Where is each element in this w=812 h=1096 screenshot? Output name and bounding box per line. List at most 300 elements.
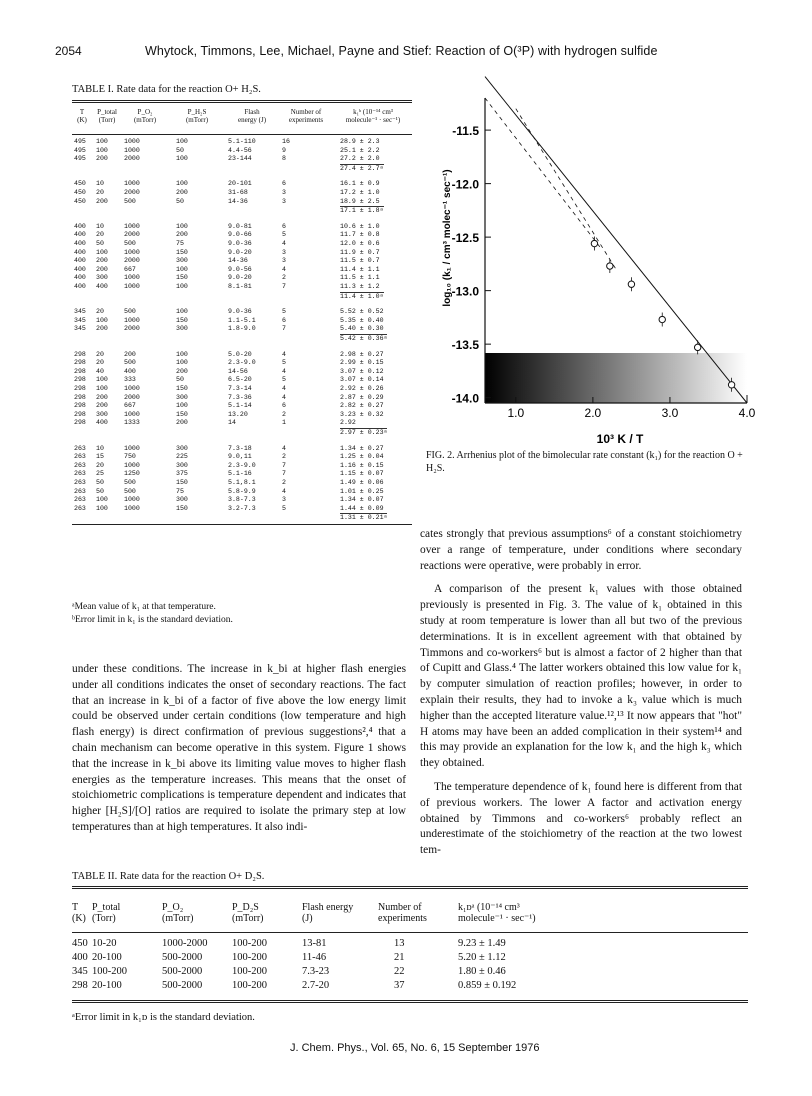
table1-cell: 5.40 ± 0.30 — [340, 325, 384, 333]
table1-cell: 3 — [282, 257, 286, 265]
table1-cell: 4 — [282, 367, 286, 375]
table1-cell: 11.3 ± 1.2 — [340, 283, 380, 290]
table1-cell: 50 — [96, 240, 104, 247]
table1-cell: 18.9 ± 2.5 — [340, 197, 380, 205]
table1-cell: 400 — [74, 222, 86, 230]
table1-cell: 450 — [74, 180, 86, 188]
table1-cell: 1.34 ± 0.27 — [340, 444, 384, 452]
table2-cell: 298 — [72, 980, 88, 991]
table1-cell: 2000 — [124, 231, 140, 239]
table1-cell: 100 — [96, 376, 108, 384]
table1-cell: 20 — [96, 350, 104, 358]
table1-cell: 100 — [176, 265, 188, 273]
table1-mean-value: 11.4 ± 1.0ᵃ — [340, 292, 384, 300]
table2-cell: 100-200 — [92, 966, 127, 977]
table1-cell: 20 — [96, 359, 104, 367]
table1-cell: 20 — [96, 308, 104, 316]
table1-cell: 5.1-110 — [228, 138, 256, 145]
table1-col-header: Flash energy (J) — [237, 108, 267, 124]
table2-cell: 21 — [394, 952, 405, 963]
table1-cell: 150 — [176, 504, 188, 512]
table1-cell: 400 — [124, 367, 136, 375]
table1-cell: 8 — [282, 155, 286, 163]
table2-cell: 1.80 ± 0.46 — [458, 966, 506, 977]
body-paragraph: under these conditions. The increase in k_bi at higher flash energies under all conditions indicates the onset of secondary reactions. The fact that an increase in k_bi of a factor of five above the low energy limit could be observed under certain conditions (low temperature and high flash energy) is direct confirmation of previous suggestions²,⁴ that a chain mechanism can become operative in this system. Figure 1 shows that the increase in k_bi above its limiting value moves to higher flash energies as the temperature increases. This means that the onset of stoichiometric complications is temperature dependent and indicates that higher [H₂S]/[O] ratios are required to isolate the primary step at low temperatures than at high temperatures. It also indi- — [72, 663, 406, 833]
table1-cell: 1000 — [124, 410, 140, 418]
table1-cell: 100 — [96, 248, 108, 256]
table1-cell: 200 — [176, 367, 188, 375]
table1-cell: 4 — [282, 385, 286, 392]
table1-cell: 5 — [282, 308, 286, 316]
y-axis-label: log₁₀ (k₁ / cm³ molec⁻¹ sec⁻¹) — [442, 169, 453, 307]
table1-cell: 4 — [282, 350, 286, 358]
table1-cell: 25.1 ± 2.2 — [340, 146, 380, 154]
table1-cell: 263 — [74, 461, 86, 469]
table1-cell: 298 — [74, 393, 86, 401]
table2-col-header: P_D₂S (mTorr) — [232, 902, 264, 924]
table1-cell: 263 — [74, 453, 86, 461]
table1-cell: 2.87 ± 0.29 — [340, 393, 384, 401]
table1-cell: 450 — [74, 189, 86, 196]
table1-cell: 298 — [74, 359, 86, 367]
table1-cell: 1000 — [124, 496, 140, 504]
table1-cell: 667 — [124, 402, 136, 410]
table1-cell: 495 — [74, 155, 86, 163]
table1-cell: 200 — [96, 402, 108, 410]
table1-cell: 20-101 — [228, 180, 252, 188]
table1-cell: 150 — [176, 316, 188, 324]
table1-cell: 4 — [282, 444, 286, 452]
table1-cell: 27.2 ± 2.0 — [340, 155, 380, 163]
table1-cell: 3 — [282, 496, 286, 504]
table1-cell: 1.01 ± 0.25 — [340, 487, 384, 495]
table1-cell: 2 — [282, 274, 286, 282]
table1-cell: 100 — [96, 496, 108, 504]
table1-cell: 10.6 ± 1.0 — [340, 222, 380, 230]
table1-cell: 263 — [74, 470, 86, 478]
body-paragraph: The temperature dependence of k₁ found here is different from that of previous workers. The lower A factor and activation energy obtained by Timmons and co-workers⁶ probably reflect an underestimate of the stoichiometry of the reaction at the two lowest tem- — [420, 780, 742, 857]
x-tick-label: 4.0 — [738, 406, 756, 420]
table1-cell: 9.0,11 — [228, 453, 252, 461]
table1-cell: 14 — [228, 419, 236, 427]
table1-cell: 667 — [124, 265, 136, 273]
table1-cell: 9.0-56 — [228, 265, 252, 273]
table1-cell: 3.23 ± 0.32 — [340, 410, 384, 418]
table1-cell: 263 — [74, 487, 86, 495]
table1-cell: 7 — [282, 461, 286, 469]
table1-cell: 298 — [74, 385, 86, 392]
table1-cell: 300 — [176, 393, 188, 401]
table1-cell: 100 — [176, 180, 188, 188]
table2-cell: 10-20 — [92, 938, 117, 949]
x-axis-label: 10³ K / T — [596, 432, 644, 446]
table1-cell: 4 — [282, 240, 286, 247]
table1-cell: 1.15 ± 0.07 — [340, 470, 384, 478]
table2-col-header: P_total (Torr) — [92, 902, 121, 924]
table1-cell: 298 — [74, 376, 86, 384]
table1-cell: 100 — [176, 283, 188, 290]
running-title: Whytock, Timmons, Lee, Michael, Payne and Stief: Reaction of O(³P) with hydrogen sulfide — [145, 44, 658, 58]
table1-bottom-rule — [72, 524, 412, 525]
table1-cell: 200 — [96, 265, 108, 273]
table1-cell: 9.0-36 — [228, 240, 252, 247]
table1-cell: 10 — [96, 444, 104, 452]
x-tick-label: 1.0 — [507, 406, 525, 420]
table2-cell: 20-100 — [92, 952, 122, 963]
table1-cell: 9.0-20 — [228, 248, 252, 256]
table2-cell: 1000-2000 — [162, 938, 208, 949]
table1-cell: 5.1-14 — [228, 402, 252, 410]
table1-cell: 1000 — [124, 444, 140, 452]
table1-cell: 5.1,8.1 — [228, 479, 256, 486]
table1-cell: 1 — [282, 419, 286, 427]
table1-cell: 345 — [74, 316, 86, 324]
table1-cell: 200 — [176, 231, 188, 239]
table1-cell: 5 — [282, 359, 286, 367]
table1-cell: 3 — [282, 248, 286, 256]
table1-cell: 263 — [74, 444, 86, 452]
table1-cell: 1000 — [124, 248, 140, 256]
table1-col-header: P_H₂S (mTorr) — [185, 108, 209, 124]
table2-cell: 2.7-20 — [302, 980, 330, 991]
table2-cell: 100-200 — [232, 938, 267, 949]
table1-cell: 200 — [96, 155, 108, 163]
table2-cell: 37 — [394, 980, 405, 991]
table1-cell: 2.82 ± 0.27 — [340, 402, 384, 410]
body-paragraph: A comparison of the present k₁ values with those obtained previously is presented in Fig. 3. The value of k₁ obtained in this study at room temperature is lower than all but two of the previous determinations. It is in excellent agreement with that obtained by Timmons and co-workers⁶ but is almost a factor of 2 higher than that of Cupitt and Glass.⁴ The latter workers obtained this low value for k₁ by computer simulation of reaction profiles; however, in order to explain their results, they had to invoke a k₃ value which is much higher than the accepted literature value.¹²,¹³ It now appears that "hot" H atoms may have been an added complication in their system¹⁴ and this may provide an explanation for the low k₁ and the high k₃ which they obtained. — [420, 583, 742, 770]
table1-footnote-b: ᵇError limit in k₁ is the standard deviation. — [72, 615, 233, 625]
table1-cell: 4 — [282, 265, 286, 273]
table1-cell: 2.92 ± 0.26 — [340, 385, 384, 392]
table1-cell: 9.0-66 — [228, 231, 252, 239]
table2-cell: 500-2000 — [162, 966, 203, 977]
table2-cell: 400 — [72, 952, 88, 963]
table1-cell: 10 — [96, 222, 104, 230]
table1-cell: 8.1-81 — [228, 283, 252, 290]
table1-cell: 200 — [176, 189, 188, 196]
table1-cell: 5 — [282, 504, 286, 512]
y-tick-label: -13.5 — [451, 338, 479, 353]
table1-cell: 5.52 ± 0.52 — [340, 308, 384, 316]
table1-cell: 1000 — [124, 274, 140, 282]
table1-caption: TABLE I. Rate data for the reaction O+ H₂S. — [72, 84, 261, 95]
figure2-caption: FIG. 2. Arrhenius plot of the bimolecular rate constant (k₁) for the reaction O + H₂S. — [426, 450, 743, 474]
table1-cell: 400 — [74, 231, 86, 239]
table1-cell: 50 — [176, 197, 184, 205]
table1-cell: 200 — [124, 350, 136, 358]
table1-cell: 1.49 ± 0.06 — [340, 479, 384, 486]
table1-cell: 100 — [176, 222, 188, 230]
table1-cell: 100 — [96, 385, 108, 392]
table1-cell: 200 — [96, 257, 108, 265]
table2-cell: 500-2000 — [162, 952, 203, 963]
table1-cell: 400 — [74, 265, 86, 273]
shaded-region — [485, 353, 747, 403]
figure2-arrhenius-plot — [420, 88, 756, 498]
table1-cell: 9.0-36 — [228, 308, 252, 316]
table1-cell: 1000 — [124, 138, 140, 145]
table1-cell: 100 — [176, 402, 188, 410]
table2-cell: 7.3-23 — [302, 966, 330, 977]
table1-cell: 298 — [74, 419, 86, 427]
table1-cell: 300 — [176, 444, 188, 452]
table1-cell: 20 — [96, 231, 104, 239]
table2-col-header: k₁ᴅᵃ (10⁻¹⁴ cm³ molecule⁻¹ · sec⁻¹) — [458, 902, 536, 924]
table1-cell: 100 — [96, 316, 108, 324]
table1-cell: 400 — [96, 283, 108, 290]
x-tick-label: 3.0 — [661, 406, 679, 420]
table2-cell: 13 — [394, 938, 405, 949]
table1-cell: 5.0-20 — [228, 350, 252, 358]
table1-cell: 2.3-9.0 — [228, 461, 256, 469]
table1-cell: 11.5 ± 0.7 — [340, 257, 380, 265]
table1-mean-value: 27.4 ± 2.7ᵃ — [340, 164, 384, 172]
table1-cell: 3 — [282, 197, 286, 205]
table1-cell: 31-68 — [228, 189, 248, 196]
table1-cell: 150 — [176, 385, 188, 392]
table1-cell: 1000 — [124, 504, 140, 512]
table1-cell: 14-36 — [228, 257, 248, 265]
table1-cell: 7.3-14 — [228, 385, 252, 392]
table1-cell: 2000 — [124, 393, 140, 401]
table1-cell: 4 — [282, 487, 286, 495]
table1-cell: 6 — [282, 222, 286, 230]
table1-cell: 14-56 — [228, 367, 248, 375]
table1-cell: 100 — [96, 138, 108, 145]
table1-cell: 1000 — [124, 146, 140, 154]
table1-mean-value: 2.97 ± 0.23ᵃ — [340, 429, 388, 436]
table1-cell: 7.3-18 — [228, 444, 252, 452]
literature-dashed-line — [485, 98, 601, 248]
table1-cell: 75 — [176, 487, 184, 495]
y-tick-label: -12.5 — [451, 231, 479, 246]
table1-cell: 150 — [176, 248, 188, 256]
table1-cell: 300 — [176, 257, 188, 265]
table1-cell: 2000 — [124, 189, 140, 196]
table1-cell: 6 — [282, 180, 286, 188]
data-point — [591, 240, 597, 246]
table1-cell: 500 — [124, 487, 136, 495]
table1-cell: 150 — [176, 410, 188, 418]
table1-cell: 12.0 ± 0.6 — [340, 240, 380, 247]
table1-cell: 333 — [124, 376, 136, 384]
table1-cell: 200 — [176, 419, 188, 427]
table1-cell: 263 — [74, 496, 86, 504]
table1-cell: 300 — [176, 496, 188, 504]
table1-cell: 2 — [282, 479, 286, 486]
table1-cell: 495 — [74, 138, 86, 145]
table1-cell: 15 — [96, 453, 104, 461]
table2-cell: 9.23 ± 1.49 — [458, 938, 506, 949]
table1-cell: 14-36 — [228, 197, 248, 205]
table1-col-header: Number of experiments — [288, 108, 324, 124]
table1-cell: 400 — [74, 240, 86, 247]
table1-cell: 150 — [176, 479, 188, 486]
table1-cell: 23-144 — [228, 155, 252, 163]
table2-cell: 20-100 — [92, 980, 122, 991]
table2-cell: 100-200 — [232, 952, 267, 963]
table2-col-header: Flash energy (J) — [302, 902, 354, 924]
table1-cell: 1000 — [124, 283, 140, 290]
data-point — [628, 281, 634, 287]
table1-cell: 1000 — [124, 316, 140, 324]
table1-cell: 400 — [74, 248, 86, 256]
table1-cell: 5.8-9.9 — [228, 487, 256, 495]
table2-col-header: Number of experiments — [378, 902, 427, 924]
page-number: 2054 — [55, 44, 82, 58]
table1-col-header: T (K) — [77, 108, 87, 124]
table1-cell: 345 — [74, 325, 86, 333]
table1-col-header: k₁ᵇ (10⁻¹⁴ cm³ molecule⁻¹ · sec⁻¹) — [345, 108, 401, 124]
table1-cell: 7.3-36 — [228, 393, 252, 401]
table1-cell: 2.92 — [340, 419, 356, 427]
table1-cell: 2000 — [124, 257, 140, 265]
table1-cell: 1000 — [124, 222, 140, 230]
left-column-text — [72, 662, 406, 836]
table1-cell: 300 — [96, 274, 108, 282]
table1-cell: 100 — [176, 308, 188, 316]
table1-cell: 7 — [282, 283, 286, 290]
table1-cell: 20 — [96, 189, 104, 196]
table1-cell: 50 — [176, 146, 184, 154]
table2-cell: 345 — [72, 966, 88, 977]
table1-cell: 20 — [96, 461, 104, 469]
table1-cell: 6.5-20 — [228, 376, 252, 384]
table1-cell: 500 — [124, 359, 136, 367]
table1-cell: 11.7 ± 0.8 — [340, 231, 380, 239]
table1-cell: 100 — [96, 146, 108, 154]
table1-cell: 300 — [176, 461, 188, 469]
data-point — [694, 344, 700, 350]
table1-cell: 298 — [74, 350, 86, 358]
table1-cell: 1.34 ± 0.07 — [340, 496, 384, 504]
table1-mean-value: 5.42 ± 0.36ᵃ — [340, 335, 388, 342]
table1-cell: 4.4-56 — [228, 146, 252, 154]
table1-cell: 100 — [176, 155, 188, 163]
table1-cell: 500 — [124, 240, 136, 247]
table2-cell: 0.859 ± 0.192 — [458, 980, 517, 991]
table1-cell: 1250 — [124, 470, 140, 478]
table2-cell: 500-2000 — [162, 980, 203, 991]
table1-cell: 16.1 ± 0.9 — [340, 180, 380, 188]
table1-cell: 100 — [96, 504, 108, 512]
table2-footnote: ᵃError limit in k₁ᴅ is the standard deviation. — [72, 1012, 255, 1023]
table1-cell: 200 — [96, 197, 108, 205]
table1-cell: 17.2 ± 1.0 — [340, 189, 380, 196]
table1-col-header: P_total (Torr) — [97, 108, 117, 124]
table1-cell: 11.4 ± 1.1 — [340, 265, 380, 273]
table2-col-header: P_O₂ (mTorr) — [162, 902, 194, 924]
table1-mean-value: 17.1 ± 1.8ᵃ — [340, 207, 384, 215]
table2-cell: 5.20 ± 1.12 — [458, 952, 506, 963]
table1-cell: 5.1-16 — [228, 470, 252, 478]
table1-cell: 5 — [282, 376, 286, 384]
x-tick-label: 2.0 — [584, 406, 602, 420]
table1-cell: 1.1-5.1 — [228, 316, 256, 324]
page-header — [55, 44, 760, 62]
table1-cell: 2 — [282, 453, 286, 461]
table2-cell: 22 — [394, 966, 405, 977]
table2-caption: TABLE II. Rate data for the reaction O+ D₂S. — [72, 871, 265, 882]
table1-cell: 5 — [282, 231, 286, 239]
table1-cell: 450 — [74, 197, 86, 205]
table1-cell: 150 — [176, 274, 188, 282]
table1-cell: 5.35 ± 0.40 — [340, 316, 384, 324]
table1-cell: 3 — [282, 189, 286, 196]
table1-cell: 4 — [282, 393, 286, 401]
table1-cell: 7 — [282, 470, 286, 478]
data-point — [607, 263, 613, 269]
table1-mean-value: 1.31 ± 0.21ᵃ — [340, 514, 388, 522]
table1-cell: 2.98 ± 0.27 — [340, 350, 384, 358]
table1-cell: 10 — [96, 180, 104, 188]
table1-cell: 1.44 ± 0.09 — [340, 504, 384, 512]
table1-cell: 100 — [176, 138, 188, 145]
y-tick-label: -14.0 — [451, 391, 479, 406]
table1-cell: 3.2-7.3 — [228, 504, 256, 512]
table1-cell: 25 — [96, 470, 104, 478]
table1-cell: 1.25 ± 0.04 — [340, 453, 384, 461]
table1-cell: 1000 — [124, 461, 140, 469]
table1-cell: 500 — [124, 308, 136, 316]
table1-cell: 3.8-7.3 — [228, 496, 256, 504]
table1-cell: 400 — [74, 274, 86, 282]
table1-cell: 263 — [74, 479, 86, 486]
table1-cell: 300 — [96, 410, 108, 418]
table1-cell: 400 — [74, 283, 86, 290]
table1-cell: 1333 — [124, 419, 140, 427]
table1-cell: 75 — [176, 240, 184, 247]
table1-cell: 500 — [124, 197, 136, 205]
table1-cell: 2.3-9.0 — [228, 359, 256, 367]
table1-cell: 225 — [176, 453, 188, 461]
table1-cell: 3.07 ± 0.12 — [340, 367, 384, 375]
table1-cell: 6 — [282, 402, 286, 410]
table2-cell: 100-200 — [232, 980, 267, 991]
table1-cell: 50 — [96, 487, 104, 495]
table2-cell: 450 — [72, 938, 88, 949]
table1-cell: 7 — [282, 325, 286, 333]
table2-col-header: T (K) — [72, 902, 86, 924]
table1-cell: 9.0-81 — [228, 222, 252, 230]
table1-cell: 2000 — [124, 325, 140, 333]
table1-cell: 40 — [96, 367, 104, 375]
table1-cell: 500 — [124, 479, 136, 486]
table1-cell: 298 — [74, 410, 86, 418]
table2-cell: 11-46 — [302, 952, 327, 963]
table1-cell: 400 — [74, 257, 86, 265]
table1-cell: 2.99 ± 0.15 — [340, 359, 384, 367]
table1-cell: 750 — [124, 453, 136, 461]
y-tick-label: -13.0 — [451, 284, 479, 299]
table1-footnote-a: ᵃMean value of k₁ at that temperature. — [72, 602, 216, 612]
y-tick-label: -12.0 — [451, 177, 479, 192]
table1-cell: 2000 — [124, 155, 140, 163]
y-tick-label: -11.5 — [452, 124, 479, 139]
table1-cell: 50 — [96, 479, 104, 486]
table1-cell: 1.8-9.0 — [228, 325, 256, 333]
table1-cell: 495 — [74, 146, 86, 154]
table1-cell: 100 — [176, 350, 188, 358]
table1-cell: 375 — [176, 470, 188, 478]
body-paragraph: cates strongly that previous assumptions⁶ of a constant stoichiometry over a range of temperature, under conditions where secondary reactions were operative, were probably in error. — [420, 528, 742, 572]
literature-dashed-line — [516, 109, 616, 270]
table1-cell: 100 — [176, 359, 188, 367]
table1-cell: 300 — [176, 325, 188, 333]
table1-cell: 11.9 ± 0.7 — [340, 248, 380, 256]
table2-cell: 100-200 — [232, 966, 267, 977]
table1-cell: 2 — [282, 410, 286, 418]
